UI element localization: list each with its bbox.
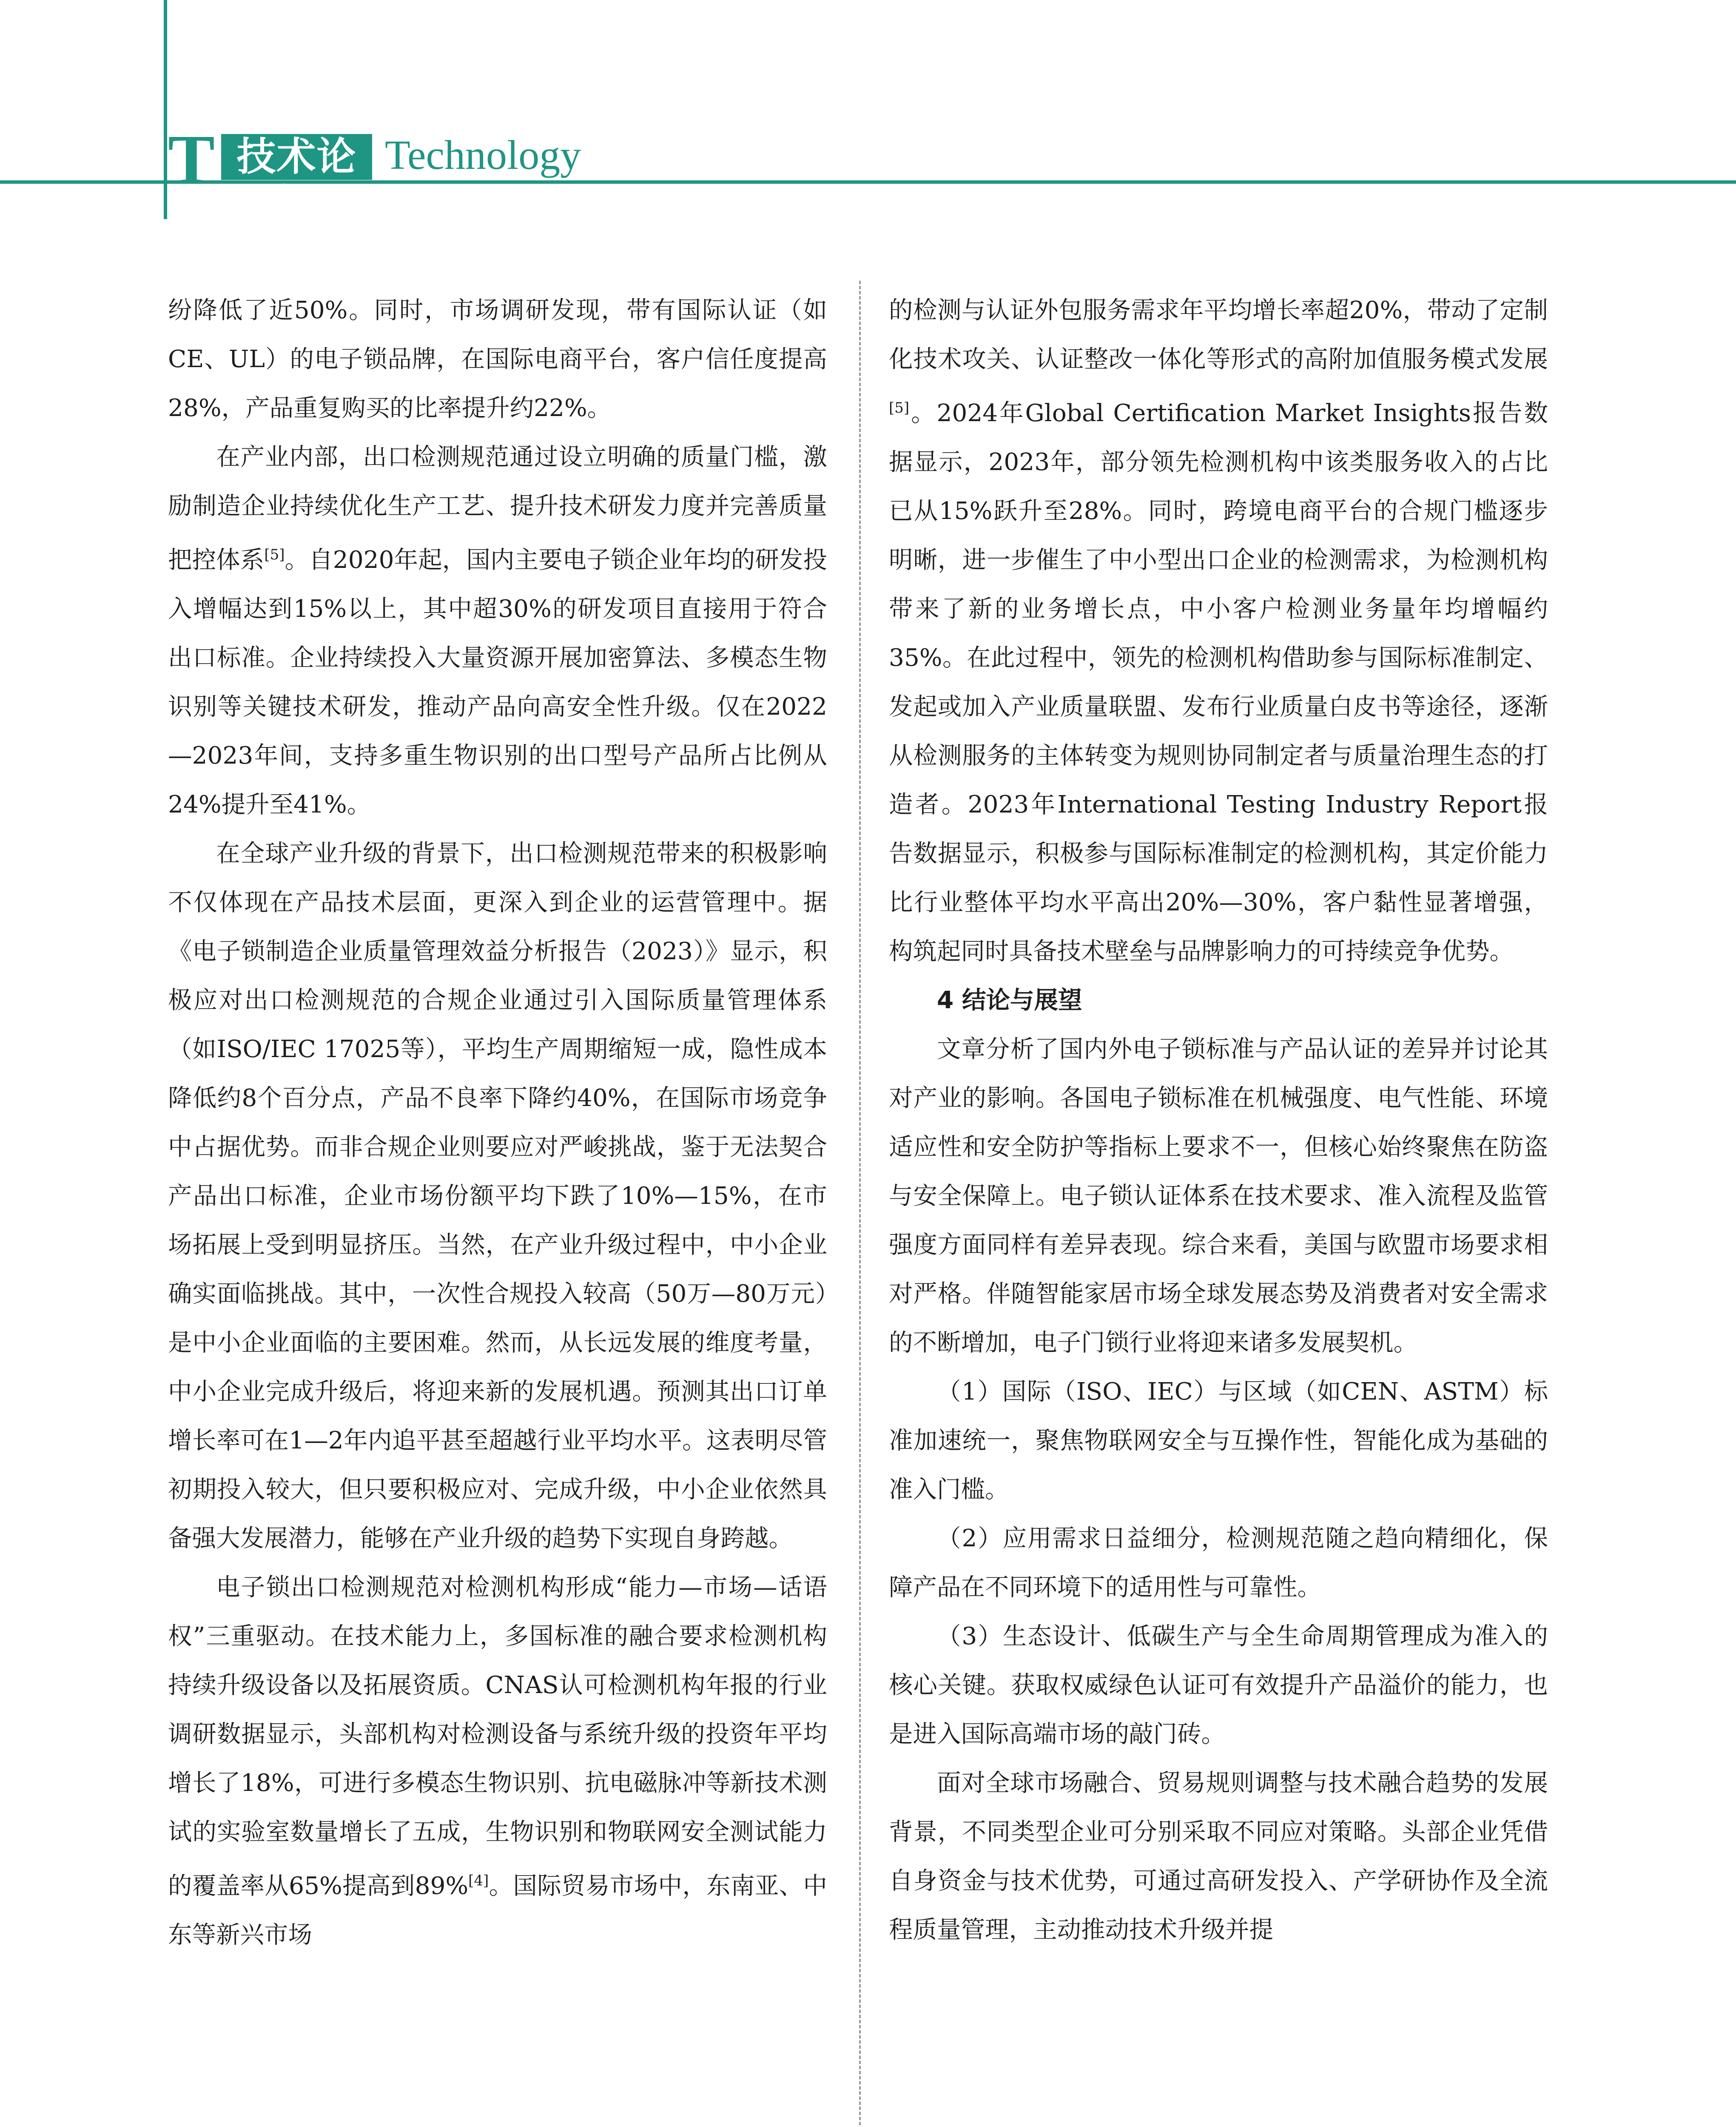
header-horizontal-rule [0, 180, 1736, 184]
left-paragraph-2 [168, 433, 827, 829]
left-paragraph-4-text-a: 电子锁出口检测规范对检测机构形成“能力—市场—话语权”三重驱动。在技术能力上，多国标准的融合要求检测机构持续升级设备以及拓展资质。CNAS认可检测机构年报的行业调研数据显示，头部机构对检测设备与系统升级的投资年平均增长了18%，可进行多模态生物识别、抗电磁脉冲等新技术测试的实验室数量增长了五成，生物识别和物联网安全测试能力的覆盖率从65%提高到89% [168, 1573, 827, 1900]
citation-ref: [4] [468, 1872, 489, 1889]
section-title-cn: 技术论坛 [221, 134, 372, 180]
right-paragraph-1-text-b: 。2024年Global Certification Market Insights报告数据显示，2023年，部分领先检测机构中该类服务收入的占比已从15%跃升至28%。同时，跨境电商平台的合规门槛逐步明晰，进一步催生了中小型出口企业的检测需求，为检测机构带来了新的业务增长点，中小客户检测业务量年均增幅约35%。在此过程中，领先的检测机构借助参与国际标准制定、发起或加入产业质量联盟、发布行业质量白皮书等途径，逐渐从检测服务的主体转变为规则协同制定者与质量治理生态的打造者。2023年International Testing Industry Report报告数据显示，积极参与国际标准制定的检测机构，其定价能力比行业整体平均水平高出20%—30%，客户黏性显著增强，构筑起同时具备技术壁垒与品牌影响力的可持续竞争优势。 [889, 399, 1548, 965]
right-list-item-1: （1）国际（ISO、IEC）与区域（如CEN、ASTM）标准加速统一，聚焦物联网安全与互操作性，智能化成为基础的准入门槛。 [889, 1377, 1548, 1503]
right-column [889, 286, 1548, 1954]
column-divider [859, 281, 861, 2127]
right-paragraph-2: 文章分析了国内外电子锁标准与产品认证的差异并讨论其对产业的影响。各国电子锁标准在机械强度、电气性能、环境适应性和安全防护等指标上要求不一，但核心始终聚焦在防盗与安全保障上。电子锁认证体系在技术要求、准入流程及监管强度方面同样有差异表现。综合来看，美国与欧盟市场要求相对严格。伴随智能家居市场全球发展态势及消费者对安全需求的不断增加，电子门锁行业将迎来诸多发展契机。 [889, 1035, 1548, 1357]
left-paragraph-1: 纷降低了近50%。同时，市场调研发现，带有国际认证（如CE、UL）的电子锁品牌，在国际电商平台，客户信任度提高28%，产品重复购买的比率提升约22%。 [168, 297, 827, 422]
left-paragraph-2-text-b: 。自2020年起，国内主要电子锁企业年均的研发投入增幅达到15%以上，其中超30%的研发项目直接用于符合出口标准。企业持续投入大量资源开展加密算法、多模态生物识别等关键技术研发，推动产品向高安全性升级。仅在2022—2023年间，支持多重生物识别的出口型号产品所占比例从24%提升至41%。 [168, 546, 827, 818]
right-list-item-3: （3）生态设计、低碳生产与全生命周期管理成为准入的核心关键。获取权威绿色认证可有效提升产品溢价的能力，也是进入国际高端市场的敲门砖。 [889, 1622, 1548, 1748]
left-paragraph-2-text-a: 在产业内部，出口检测规范通过设立明确的质量门槛，激励制造企业持续优化生产工艺、提升技术研发力度并完善质量把控体系 [168, 443, 827, 574]
right-paragraph-1-text-a: 的检测与认证外包服务需求年平均增长率超20%，带动了定制化技术攻关、认证整改一体化等形式的高附加值服务模式发展 [889, 297, 1548, 373]
left-paragraph-4-text-b: 。国际贸易市场中，东南亚、中东等新兴市场 [168, 1872, 827, 1949]
right-paragraph-6: 面对全球市场融合、贸易规则调整与技术融合趋势的发展背景，不同类型企业可分别采取不同应对策略。头部企业凭借自身资金与技术优势，可通过高研发投入、产学研协作及全流程质量管理，主动推动技术升级并提 [889, 1769, 1548, 1944]
header-vertical-rule [164, 0, 167, 219]
citation-ref: [5] [889, 399, 910, 416]
section-heading: 4 结论与展望 [937, 986, 1082, 1014]
left-paragraph-3: 在全球产业升级的背景下，出口检测规范带来的积极影响不仅体现在产品技术层面，更深入到企业的运营管理中。据《电子锁制造企业质量管理效益分析报告（2023）》显示，积极应对出口检测规范的合规企业通过引入国际质量管理体系（如ISO/IEC 17025等），平均生产周期缩短一成，隐性成本降低约8个百分点，产品不良率下降约40%，在国际市场竞争中占据优势。而非合规企业则要应对严峻挑战，鉴于无法契合产品出口标准，企业市场份额平均下跌了10%—15%，在市场拓展上受到明显挤压。当然，在产业升级过程中，中小企业确实面临挑战。其中，一次性合规投入较高（50万—80万元）是中小企业面临的主要困难。然而，从长远发展的维度考量，中小企业完成升级后，将迎来新的发展机遇。预测其出口订单增长率可在1—2年内追平甚至超越行业平均水平。这表明尽管初期投入较大，但只要积极应对、完成升级，中小企业依然具备强大发展潜力，能够在产业升级的趋势下实现自身跨越。 [168, 839, 827, 1552]
left-paragraph-4 [168, 1563, 827, 1959]
section-title-en: Technology [385, 132, 581, 178]
citation-ref: [5] [264, 546, 285, 563]
right-paragraph-1 [889, 286, 1548, 976]
section-logo-letter: T [168, 120, 215, 198]
right-list-item-2: （2）应用需求日益细分，检测规范随之趋向精细化，保障产品在不同环境下的适用性与可靠性。 [889, 1524, 1548, 1601]
left-column [168, 286, 827, 1959]
